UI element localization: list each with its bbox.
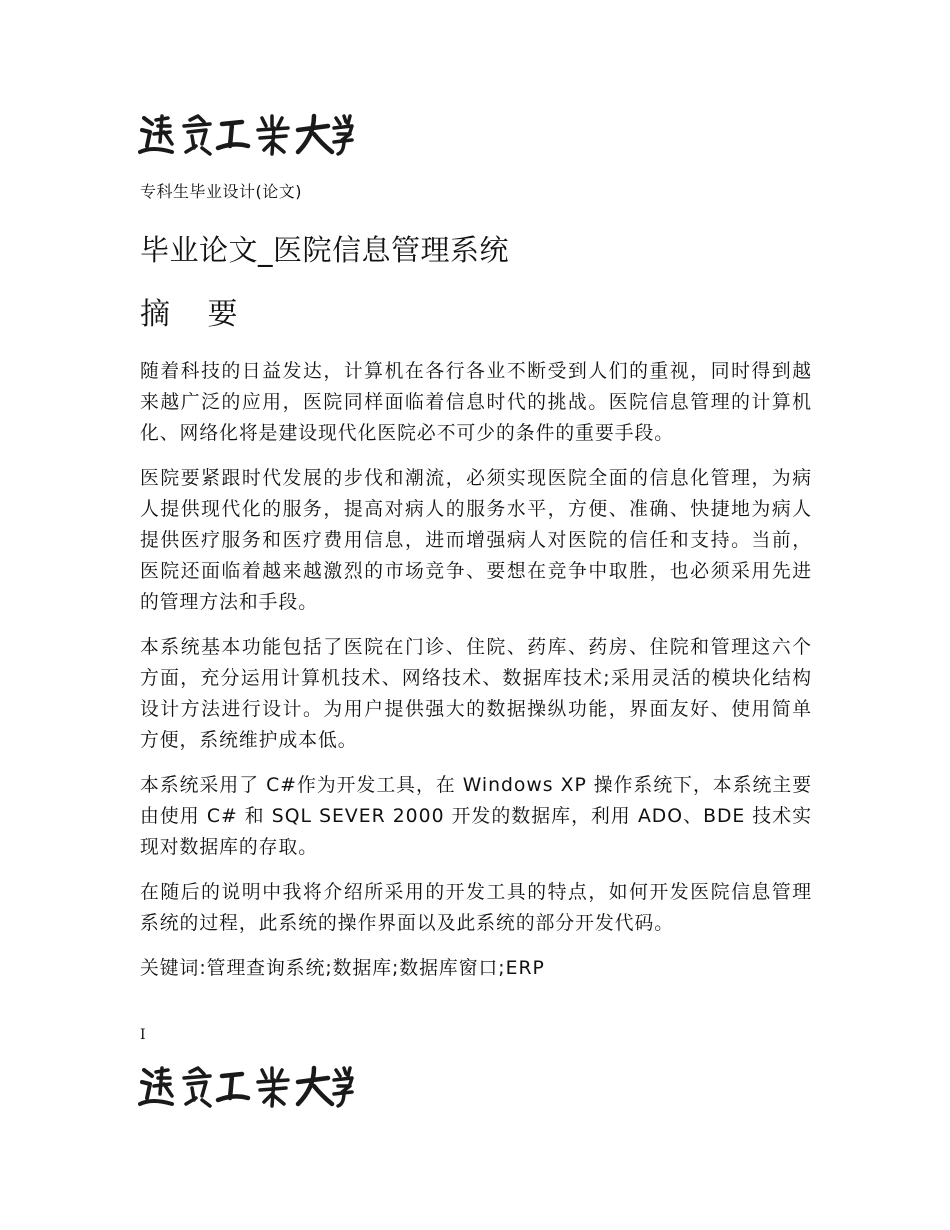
abstract-paragraph-1: 随着科技的日益发达，计算机在各行各业不断受到人们的重视，同时得到越来越广泛的应用，医院同样面临着信息时代的挑战。医院信息管理的计算机化、网络化将是建设现代化医院必不可少的条件的重要手段。: [140, 361, 812, 444]
abstract-paragraph-5: 在随后的说明中我将介绍所采用的开发工具的特点，如何开发医院信息管理系统的过程，此系统的操作界面以及此系统的部分开发代码。: [140, 882, 812, 934]
abstract-paragraph-2: 医院要紧跟时代发展的步伐和潮流，必须实现医院全面的信息化管理，为病人提供现代化的服务，提高对病人的服务水平，方便、准确、快捷地为病人提供医疗服务和医疗费用信息，进而增强病人对医院的信任和支持。当前，医院还面临着越来越激烈的市场竞争、要想在竞争中取胜，也必须采用先进的管理方法和手段。: [140, 468, 812, 613]
abstract-paragraph-3: 本系统基本功能包括了医院在门诊、住院、药库、药房、住院和管理这六个方面，充分运用计算机技术、网络技术、数据库技术;采用灵活的模块化结构设计方法进行设计。为用户提供强大的数据操纵功能，界面友好、使用简单方便，系统维护成本低。: [140, 637, 812, 751]
page-number: I: [140, 1027, 146, 1043]
thesis-title: 毕业论文_医院信息管理系统: [140, 233, 510, 267]
abstract-paragraph-4: 本系统采用了 C#作为开发工具，在 Windows XP 操作系统下，本系统主要由使用 C# 和 SQL SEVER 2000 开发的数据库，利用 ADO、BDE 技术实现对数据库的存取。: [140, 775, 812, 858]
university-logo-calligraphy: [138, 112, 354, 156]
abstract-heading: 摘 要: [140, 297, 252, 332]
university-logo-calligraphy-next-page: [138, 1064, 354, 1108]
abstract-body: [140, 356, 812, 984]
keywords-line: 关键词:管理查询系统;数据库;数据库窗口;ERP: [140, 958, 545, 979]
document-subtitle: 专科生毕业设计(论文): [140, 182, 302, 201]
